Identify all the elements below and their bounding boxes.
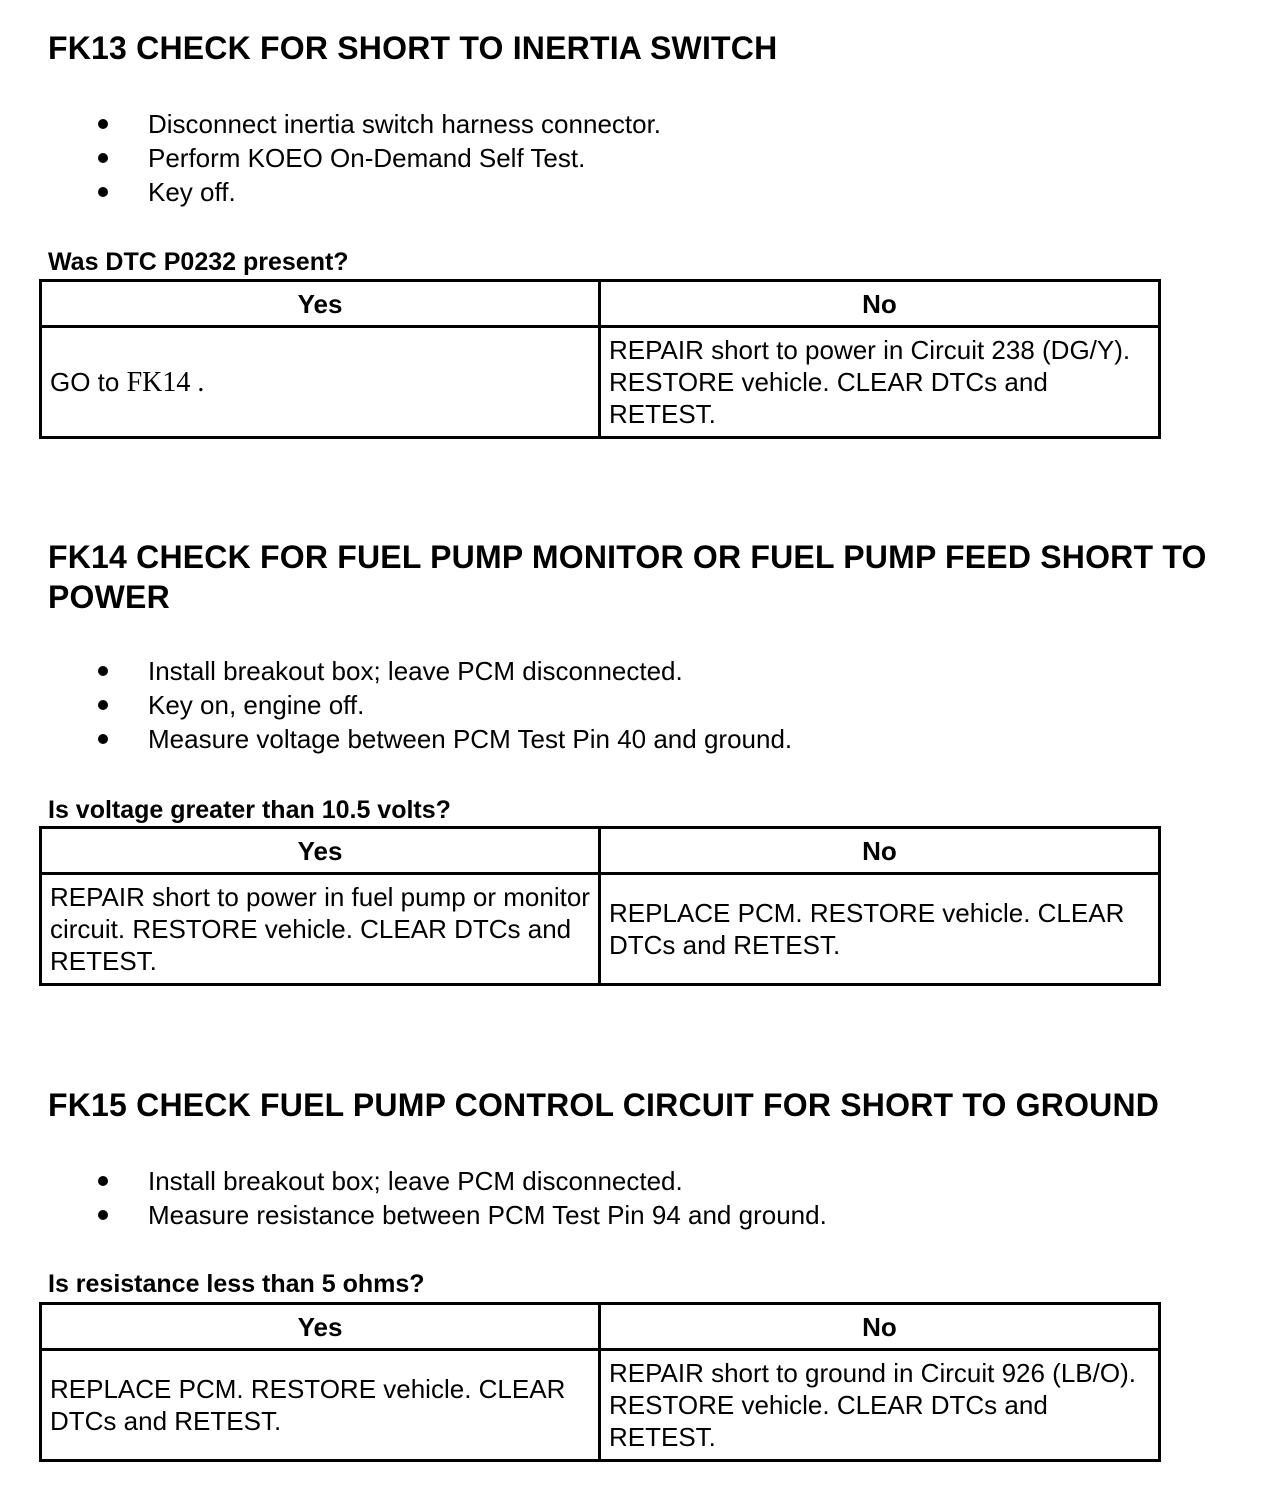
question: Was DTC P0232 present? bbox=[48, 248, 349, 276]
no-header: No bbox=[600, 1304, 1160, 1350]
list-item bbox=[0, 722, 1280, 756]
bullet-icon bbox=[98, 1176, 108, 1186]
yes-cell: REPAIR short to power in fuel pump or monitor circuit. RESTORE vehicle. CLEAR DTCs and RETEST. bbox=[41, 874, 600, 985]
no-cell: REPAIR short to ground in Circuit 926 (LB/O). RESTORE vehicle. CLEAR DTCs and RETEST. bbox=[600, 1350, 1160, 1461]
bullet-icon bbox=[98, 1210, 108, 1220]
table-row bbox=[41, 327, 1160, 438]
decision-table bbox=[39, 1302, 1161, 1462]
table-row bbox=[41, 874, 1160, 985]
yes-cell bbox=[41, 327, 600, 438]
step-list bbox=[0, 107, 1280, 209]
fk14-link[interactable]: FK14 . bbox=[126, 366, 205, 398]
step-text: Install breakout box; leave PCM disconnected. bbox=[148, 656, 683, 686]
step-text: Install breakout box; leave PCM disconnected. bbox=[148, 1166, 683, 1196]
decision-table bbox=[39, 279, 1161, 439]
yes-header: Yes bbox=[41, 1304, 600, 1350]
bullet-icon bbox=[98, 119, 108, 129]
step-text: Key off. bbox=[148, 177, 236, 207]
list-item bbox=[0, 141, 1280, 175]
section-heading: FK14 CHECK FOR FUEL PUMP MONITOR OR FUEL PUMP FEED SHORT TO POWER bbox=[48, 539, 1207, 615]
table-row bbox=[41, 1350, 1160, 1461]
no-cell: REPLACE PCM. RESTORE vehicle. CLEAR DTCs and RETEST. bbox=[600, 874, 1160, 985]
table-header-row bbox=[41, 828, 1160, 874]
list-item bbox=[0, 654, 1280, 688]
bullet-icon bbox=[98, 700, 108, 710]
step-list bbox=[0, 1164, 1280, 1232]
no-header: No bbox=[600, 828, 1160, 874]
step-list bbox=[0, 654, 1280, 756]
yes-header: Yes bbox=[41, 828, 600, 874]
step-text: Measure voltage between PCM Test Pin 40 and ground. bbox=[148, 724, 793, 754]
yes-header: Yes bbox=[41, 281, 600, 327]
section-heading: FK15 CHECK FUEL PUMP CONTROL CIRCUIT FOR SHORT TO GROUND bbox=[48, 1087, 1160, 1123]
decision-table bbox=[39, 826, 1161, 986]
bullet-icon bbox=[98, 153, 108, 163]
go-to-text: GO to bbox=[50, 366, 120, 397]
question: Is resistance less than 5 ohms? bbox=[48, 1270, 425, 1298]
list-item bbox=[0, 107, 1280, 141]
list-item bbox=[0, 175, 1280, 209]
question: Is voltage greater than 10.5 volts? bbox=[48, 796, 451, 824]
step-text: Measure resistance between PCM Test Pin 94 and ground. bbox=[148, 1200, 827, 1230]
list-item bbox=[0, 1198, 1280, 1232]
step-text: Disconnect inertia switch harness connector. bbox=[148, 109, 662, 139]
list-item bbox=[0, 1164, 1280, 1198]
no-header: No bbox=[600, 281, 1160, 327]
list-item bbox=[0, 688, 1280, 722]
yes-cell: REPLACE PCM. RESTORE vehicle. CLEAR DTCs and RETEST. bbox=[41, 1350, 600, 1461]
table-header-row bbox=[41, 1304, 1160, 1350]
table-header-row bbox=[41, 281, 1160, 327]
bullet-icon bbox=[98, 734, 108, 744]
step-text: Perform KOEO On-Demand Self Test. bbox=[148, 143, 586, 173]
no-cell: REPAIR short to power in Circuit 238 (DG/Y). RESTORE vehicle. CLEAR DTCs and RETEST. bbox=[600, 327, 1160, 438]
bullet-icon bbox=[98, 666, 108, 676]
bullet-icon bbox=[98, 187, 108, 197]
section-heading: FK13 CHECK FOR SHORT TO INERTIA SWITCH bbox=[48, 30, 778, 66]
step-text: Key on, engine off. bbox=[148, 690, 365, 720]
